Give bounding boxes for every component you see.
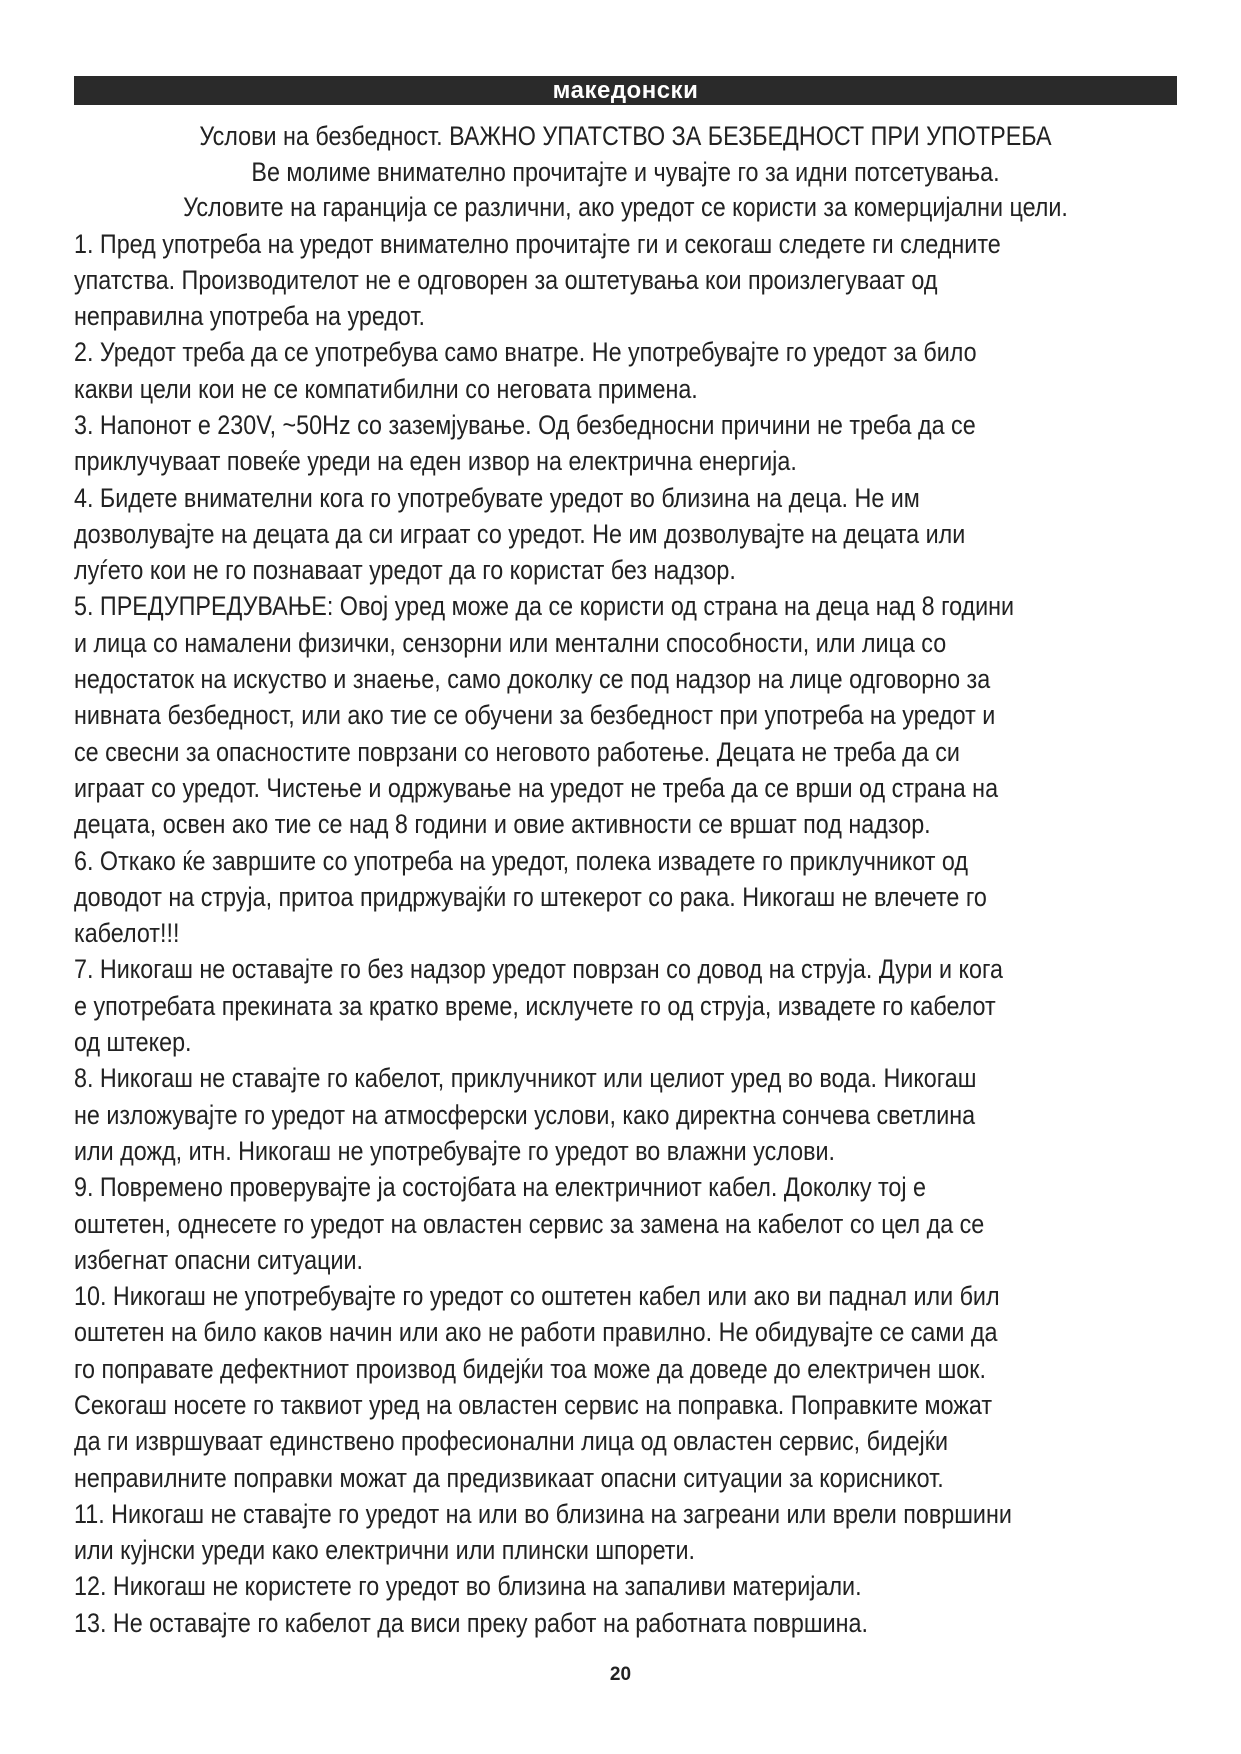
instruction-item xyxy=(74,1496,1177,1569)
instruction-line: неправилните поправки можат да предизвикаат опасни ситуации за корисникот. xyxy=(74,1462,944,1493)
instruction-line: играат со уредот. Чистење и одржување на уредот не треба да се врши од страна на xyxy=(74,772,999,803)
instruction-line: доводот на струја, притоа придржувајќи го штекерот со рака. Никогаш не влечете го xyxy=(74,881,987,912)
instruction-line: 8. Никогаш не ставајте го кабелот, приклучникот или целиот уред во вода. Никогаш xyxy=(74,1063,977,1094)
language-header-bar: македонски xyxy=(74,76,1177,105)
instruction-line: да ги извршуваат единствено професионални лица од овластен сервис, бидејќи xyxy=(74,1426,948,1457)
instruction-line: 6. Откако ќе завршите со употреба на уредот, полека извадете го приклучникот од xyxy=(74,845,968,876)
instruction-line: какви цели кои не се компатибилни со неговата примена. xyxy=(74,373,698,404)
instruction-item xyxy=(74,1278,1177,1496)
instruction-line: приклучуваат повеќе уреди на еден извор на електрична енергија. xyxy=(74,446,797,477)
instruction-line: дозволувајте на децата да си играат со уредот. Не им дозволувајте на децата или xyxy=(74,518,966,549)
instruction-line: децата, освен ако тие се над 8 години и овие активности се вршат под надзор. xyxy=(74,809,931,840)
instruction-item xyxy=(74,480,1177,589)
instruction-line: избегнат опасни ситуации. xyxy=(74,1244,364,1275)
instruction-line: 9. Повремено проверувајте ја состојбата на електричниот кабел. Доколку тој е xyxy=(74,1172,927,1203)
instruction-line: недостаток на искуство и знаење, само доколку се под надзор на лице одговорно за xyxy=(74,664,991,695)
instruction-line: го поправате дефектниот производ бидејќи тоа може да доведе до електричен шок. xyxy=(74,1353,986,1384)
instruction-line: 1. Пред употреба на уредот внимателно прочитајте ги и секогаш следете ги следните xyxy=(74,228,1001,259)
instruction-line: луѓето кои не го познаваат уредот да го користат без надзор. xyxy=(74,555,736,586)
instruction-item xyxy=(74,407,1177,480)
page-number: 20 xyxy=(609,1664,632,1685)
instruction-line: оштетен на било каков начин или ако не работи правилно. Не обидувајте се сами да xyxy=(74,1317,998,1348)
instruction-item xyxy=(74,334,1177,407)
instruction-line: 7. Никогаш не оставајте го без надзор уредот поврзан со довод на струја. Дури и кога xyxy=(74,954,1003,985)
instruction-line: се свесни за опасностите поврзани со неговото работење. Децата не треба да си xyxy=(74,736,960,767)
safety-instructions-list xyxy=(74,226,1177,1642)
instruction-line: 11. Никогаш не ставајте го уредот на или во близина на загреани или врели површини xyxy=(74,1498,1012,1529)
instruction-line: 4. Бидете внимателни кога го употребувате уредот во близина на деца. Не им xyxy=(74,482,920,513)
instruction-line: 5. ПРЕДУПРЕДУВАЊЕ: Овој уред може да се користи од страна на деца над 8 години xyxy=(74,591,1015,622)
instruction-line: од штекер. xyxy=(74,1027,192,1058)
instruction-line: упатства. Производителот не е одговорен за оштетувања кои произлегуваат од xyxy=(74,264,938,295)
instruction-item xyxy=(74,226,1177,335)
instruction-line: Секогаш носете го таквиот уред на овластен сервис на поправка. Поправките можат xyxy=(74,1390,993,1420)
instruction-line: 2. Уредот треба да се употребува само внатре. Не употребувајте го уредот за било xyxy=(74,337,977,368)
instruction-item xyxy=(74,1060,1177,1169)
instruction-line: не изложувајте го уредот на атмосферски услови, како директна сончева светлина xyxy=(74,1099,976,1130)
instruction-line: и лица со намалени физички, сензорни или ментални способности, или лица со xyxy=(74,627,947,658)
warranty-note: Условите на гаранција се различни, ако уредот се користи за комерцијални цели. xyxy=(183,192,1068,222)
instruction-item xyxy=(74,588,1177,842)
instruction-line: 12. Никогаш не користете го уредот во близина на запаливи материјали. xyxy=(74,1571,862,1602)
instruction-item xyxy=(74,1169,1177,1278)
instruction-line: неправилна употреба на уредот. xyxy=(74,301,425,332)
safety-title: Услови на безбедност. ВАЖНО УПАТСТВО ЗА БЕЗБЕДНОСТ ПРИ УПОТРЕБА xyxy=(199,121,1052,151)
instruction-line: 3. Напонот е 230V, ~50Hz со заземјување. Од безбедносни причини не треба да се xyxy=(74,409,976,440)
instruction-line: 13. Не оставајте го кабелот да виси преку работ на работната површина. xyxy=(74,1607,868,1638)
intro-block xyxy=(74,119,1177,226)
instruction-line: или дожд, итн. Никогаш не употребувајте го уредот во влажни услови. xyxy=(74,1135,835,1166)
instruction-line: е употребата прекината за кратко време, исклучете го од струја, извадете го кабелот xyxy=(74,990,996,1021)
instruction-item xyxy=(74,951,1177,1060)
instruction-item xyxy=(74,1605,1177,1641)
instruction-line: кабелот!!! xyxy=(74,918,180,949)
instruction-line: или кујнски уреди како електрични или плински шпорети. xyxy=(74,1535,695,1566)
instruction-line: нивната безбедност, или ако тие се обучени за безбедност при употреба на уредот и xyxy=(74,700,996,731)
instruction-item xyxy=(74,843,1177,952)
instruction-item xyxy=(74,1568,1177,1604)
instruction-line: 10. Никогаш не употребувајте го уредот со оштетен кабел или ако ви паднал или бил xyxy=(74,1281,1000,1312)
read-carefully-note: Ве молиме внимателно прочитајте и чувајте го за идни потсетувања. xyxy=(251,156,1000,187)
instruction-line: оштетен, однесете го уредот на овластен сервис за замена на кабелот со цел да се xyxy=(74,1208,985,1239)
